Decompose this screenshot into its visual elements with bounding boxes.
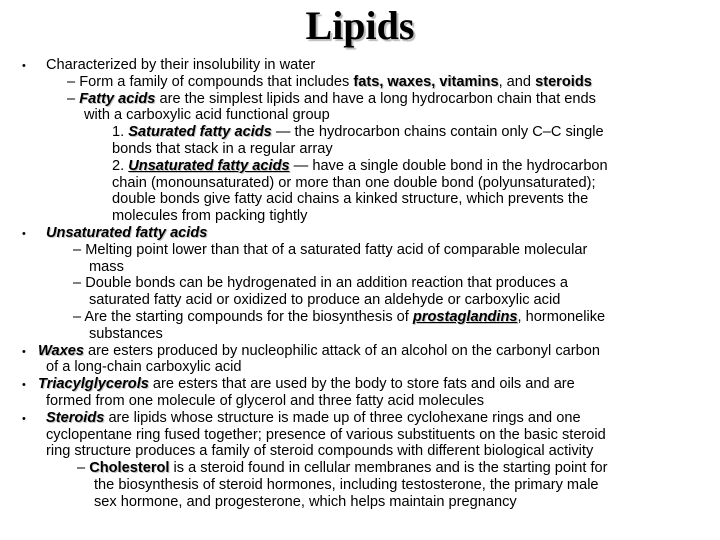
item-number: 1. <box>112 124 129 141</box>
sub-bullet-text-cont: saturated fatty acid or oxidized to produce an aldehyde or carboxylic acid <box>89 292 561 309</box>
slide-title: Lipids <box>305 3 415 48</box>
bullet-text-cont: formed from one molecule of glycerol and three fatty acid molecules <box>46 392 485 409</box>
sub-bullet-family <box>0 74 720 91</box>
item-text: — have a single double bond in the hydrocarbon <box>289 157 608 174</box>
dash-glyph: – <box>77 460 86 477</box>
term-steroids: steroids <box>535 73 592 90</box>
numbered-item-unsaturated <box>0 158 720 225</box>
bullet-glyph: • <box>22 345 26 358</box>
sub-bullet-fatty-acids <box>0 91 720 125</box>
separator: , <box>379 73 388 90</box>
bullet-text: Characterized by their insolubility in water <box>46 57 316 73</box>
dash-glyph: – <box>67 73 76 90</box>
sub-bullet-text: Form a family of compounds that includes <box>79 73 354 90</box>
dash-glyph: – <box>73 308 82 325</box>
bullet-text-cont: of a long-chain carboxylic acid <box>46 359 242 376</box>
sub-bullet-text-cont: with a carboxylic acid functional group <box>84 107 330 124</box>
bullet-text: are esters that are used by the body to store fats and oils and are <box>148 376 575 393</box>
term-triacylglycerols: Triacylglycerols <box>38 376 149 393</box>
sub-bullet-text: is a steroid found in cellular membranes and is the starting point for <box>169 460 608 477</box>
sub-bullet-text: , hormonelike <box>517 308 606 325</box>
term-prostaglandins: prostaglandins <box>412 308 518 325</box>
item-number: 2. <box>112 157 129 174</box>
bullet-glyph: • <box>22 60 26 72</box>
item-text-cont: double bonds give fatty acid chains a kinked structure, which prevents the <box>112 191 589 208</box>
term-cholesterol: Cholesterol <box>89 460 170 477</box>
term-saturated-fatty-acids: Saturated fatty acids <box>128 124 272 141</box>
item-text-cont: molecules from packing tightly <box>112 208 308 225</box>
sub-bullet-text-cont: the biosynthesis of steroid hormones, including testosterone, the primary male <box>94 476 599 493</box>
sub-bullet-text-cont: sex hormone, and progesterone, which helps maintain pregnancy <box>94 493 517 510</box>
sub-bullet-prostaglandins <box>0 309 720 343</box>
dash-glyph: – <box>67 90 76 107</box>
sub-bullet-text: are the simplest lipids and have a long hydrocarbon chain that ends <box>155 90 596 107</box>
bullet-text-cont: cyclopentane ring fused together; presence of various substituents on the basic steroid <box>46 426 606 443</box>
bullet-unsaturated-fatty-acids <box>0 225 720 242</box>
bullet-glyph: • <box>22 412 26 425</box>
bullet-text-cont: ring structure produces a family of steroid compounds with different biological activity <box>46 443 594 460</box>
term-waxes: waxes <box>387 73 432 90</box>
term-unsaturated-fatty-acids: Unsaturated fatty acids <box>128 157 290 174</box>
sub-bullet-cholesterol <box>0 460 720 510</box>
bullet-glyph: • <box>22 379 26 392</box>
term-steroids: Steroids <box>46 409 105 426</box>
sub-bullet-text-cont: mass <box>89 258 124 275</box>
bullet-glyph: • <box>22 227 26 240</box>
dash-glyph: – <box>73 275 82 292</box>
item-text: — the hydrocarbon chains contain only C–C single <box>271 124 604 141</box>
bullet-text: are lipids whose structure is made up of three cyclohexane rings and one <box>104 409 581 426</box>
conjunction: , and <box>498 73 536 90</box>
sub-bullet-text: Are the starting compounds for the biosynthesis of <box>84 308 413 325</box>
sub-bullet-text: Melting point lower than that of a saturated fatty acid of comparable molecular <box>85 241 588 258</box>
term-unsaturated-fatty-acids: Unsaturated fatty acids <box>46 224 208 241</box>
item-text-cont: bonds that stack in a regular array <box>112 140 333 157</box>
slide-body <box>0 57 720 511</box>
term-fats: fats <box>353 73 380 90</box>
sub-bullet-text-cont: substances <box>89 325 163 342</box>
term-fatty-acids: Fatty acids <box>79 90 156 107</box>
sub-bullet-double-bonds <box>0 275 720 309</box>
bullet-waxes <box>0 343 720 377</box>
sub-bullet-melting-point <box>0 242 720 276</box>
term-vitamins: vitamins <box>439 73 499 90</box>
separator: , <box>431 73 440 90</box>
bullet-triacylglycerols <box>0 376 720 410</box>
item-text-cont: chain (monounsaturated) or more than one double bond (polyunsaturated); <box>112 174 596 191</box>
numbered-item-saturated <box>0 124 720 158</box>
bullet-steroids <box>0 410 720 460</box>
bullet-insolubility <box>0 57 720 74</box>
sub-bullet-text: Double bonds can be hydrogenated in an addition reaction that produces a <box>85 275 568 292</box>
bullet-text: are esters produced by nucleophilic attack of an alcohol on the carbonyl carbon <box>83 342 600 359</box>
dash-glyph: – <box>73 241 82 258</box>
term-waxes: Waxes <box>38 342 84 359</box>
